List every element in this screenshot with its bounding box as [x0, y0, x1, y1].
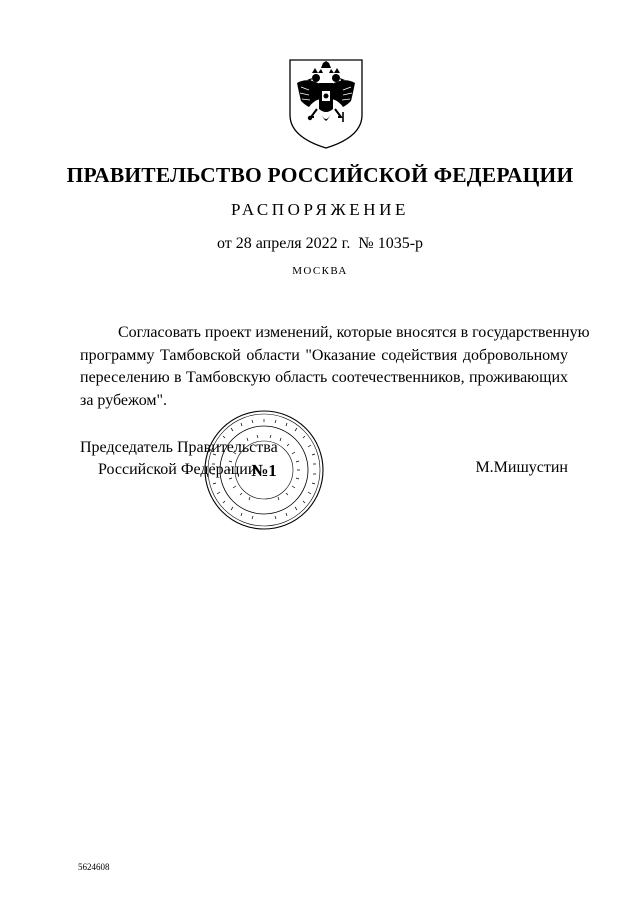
seal-number: №1 [251, 461, 277, 480]
document-city: МОСКВА [292, 265, 348, 277]
double-headed-eagle-icon [287, 57, 365, 151]
document-type: РАСПОРЯЖЕНИЕ [230, 200, 410, 219]
document-code: 5624608 [78, 862, 110, 872]
government-title: ПРАВИТЕЛЬСТВО РОССИЙСКОЙ ФЕДЕРАЦИИ [66, 163, 574, 187]
order-text-line: переселению в Тамбовскую область соотечественников, проживающих [80, 369, 568, 386]
order-text-line: Согласовать проект изменений, которые вносятся в государственную [118, 324, 590, 341]
order-text-line: программу Тамбовской области "Оказание содействия добровольному [80, 346, 568, 364]
official-round-seal-icon [203, 409, 325, 531]
document-number: № 1035-р [358, 235, 424, 252]
order-text-line: за рубежом". [80, 391, 168, 409]
signatory-name: М.Мишустин [475, 459, 568, 476]
document-date: от 28 апреля 2022 г. [216, 235, 351, 252]
document-date-number [0, 235, 640, 253]
signatory-position-line2: Российской Федерации [98, 461, 257, 478]
order-text [80, 322, 590, 412]
signatory-position-line1: Председатель Правительства [80, 439, 278, 456]
